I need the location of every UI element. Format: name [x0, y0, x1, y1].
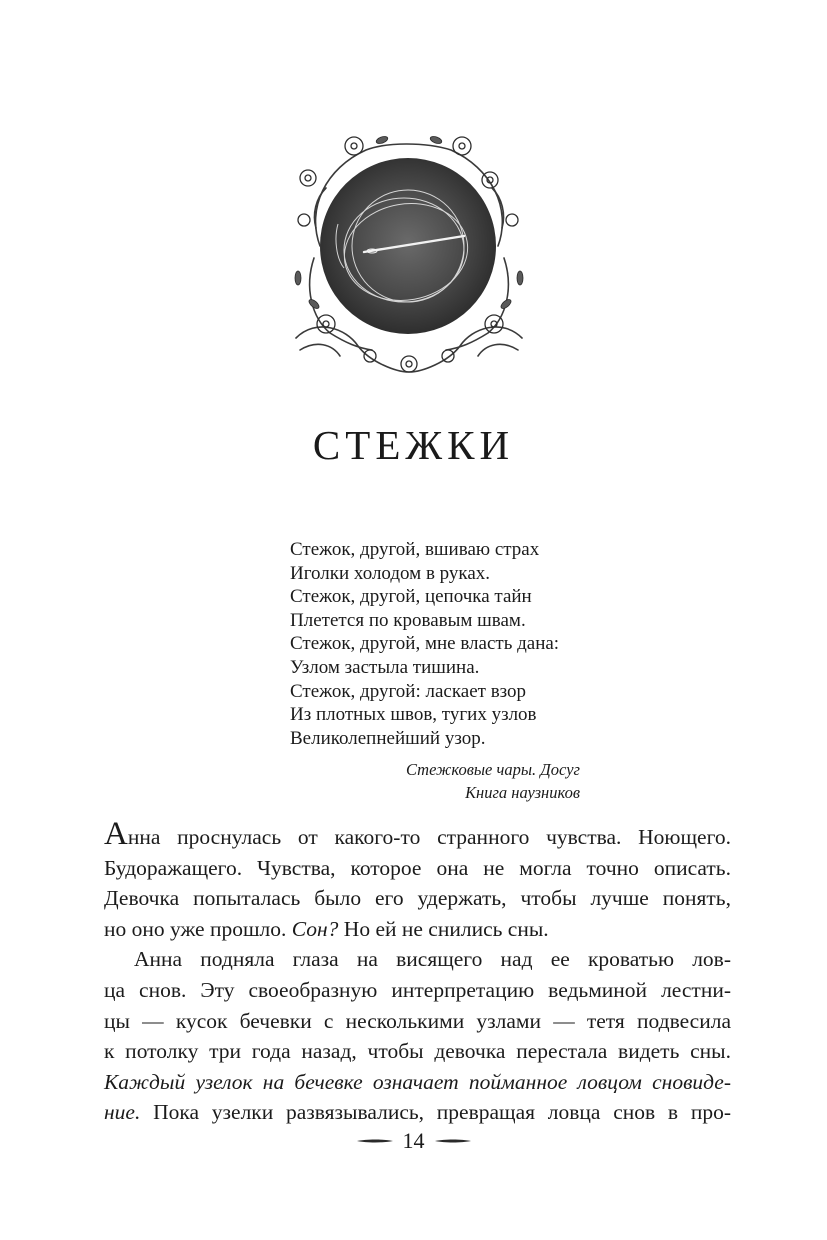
- body-text: [104, 816, 731, 1128]
- epigraph-line: Стежок, другой, вшиваю страх: [290, 539, 540, 560]
- paragraph-1-line: но оно уже прошло. Сон? Но ей не снились сны.: [104, 916, 549, 941]
- paragraph-2-line: ние. Пока узелки развязывались, превращая ловца снов в про-: [104, 1100, 731, 1125]
- paragraph-1-line: Будоражащего. Чувства, которое она не могла точно описать.: [104, 855, 731, 880]
- left-swash-ornament: [357, 1137, 393, 1145]
- page-number: [0, 1128, 827, 1154]
- paragraph-1-line: Анна проснулась от какого-то странного чувства. Ноющего.: [104, 816, 731, 852]
- chapter-title: СТЕЖКИ: [312, 422, 515, 468]
- drop-cap: А: [104, 816, 128, 852]
- paragraph-1-line: Девочка попыталась было его удержать, чтобы лучше понять,: [104, 886, 731, 911]
- epigraph-line: Стежок, другой, цепочка тайн: [290, 586, 532, 608]
- page-number-text: 14: [402, 1128, 425, 1153]
- epigraph-line: Узлом застыла тишина.: [290, 656, 480, 678]
- epigraph-line: Великолепнейший узор.: [290, 727, 486, 749]
- right-swash-ornament: [435, 1137, 471, 1145]
- paragraph-2-line: Каждый узелок на бечевке означает пойманное ловцом сновиде-: [104, 1069, 731, 1094]
- epigraph-source-line: Стежковые чары. Досуг: [405, 760, 580, 779]
- paragraph-2-line: ца снов. Эту своеобразную интерпретацию ведьминой лестни-: [104, 977, 731, 1002]
- epigraph-source-line: Книга наузников: [465, 783, 580, 802]
- chapter-ornament-illustration: [286, 128, 532, 378]
- epigraph-poem: [290, 538, 590, 750]
- epigraph-line: Стежок, другой: ласкает взор: [290, 680, 527, 702]
- epigraph-line: Из плотных швов, тугих узлов: [290, 704, 537, 726]
- epigraph-line: Иголки холодом в руках.: [290, 562, 491, 584]
- paragraph-2-line: к потолку три года назад, чтобы девочка перестала видеть сны.: [104, 1039, 731, 1064]
- epigraph-attribution: [406, 758, 580, 804]
- epigraph-line: Стежок, другой, мне власть дана:: [290, 633, 560, 655]
- epigraph-line: Плетется по кровавым швам.: [290, 609, 526, 631]
- paragraph-2-line: цы — кусок бечевки с несколькими узлами — тетя подвесила: [104, 1008, 731, 1033]
- paragraph-2-line: Анна подняла глаза на висящего над ее кроватью лов-: [134, 947, 731, 972]
